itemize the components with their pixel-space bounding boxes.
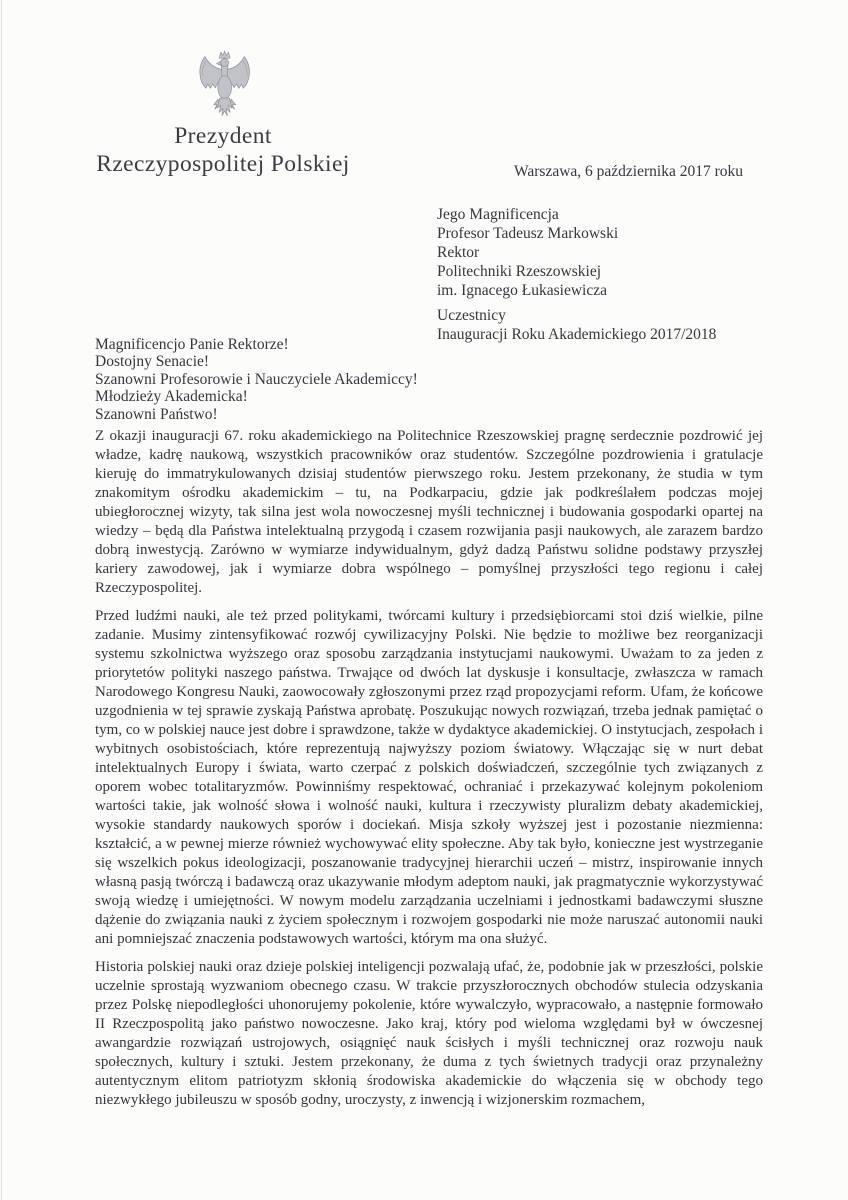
- salutation-line: Szanowni Państwo!: [95, 405, 218, 423]
- letter-body: [95, 427, 763, 1119]
- salutation-line: Młodzieży Akademicka!: [95, 388, 248, 406]
- addressee-line: Rektor: [437, 244, 480, 261]
- letterhead-title-line1: Prezydent: [174, 123, 272, 149]
- letterhead: [78, 122, 368, 178]
- addressee-line: Jego Magnificencja: [437, 206, 559, 223]
- letterhead-title-line2: Rzeczypospolitej Polskiej: [96, 151, 350, 177]
- addressee-block: [437, 205, 716, 344]
- addressee-line: Politechniki Rzeszowskiej: [437, 263, 602, 280]
- salutation-line: Dostojny Senacie!: [95, 353, 210, 371]
- scan-edge-artifact: [1, 0, 2, 1200]
- body-paragraph: Przed ludźmi nauki, ale też przed politykami, twórcami kultury i przedsiębiorcami stoi dziś wielkie, pilne zadanie. Musimy zintensyfikować rozwój cywilizacyjny Polski. Nie będzie to możliwe bez reorganizacji systemu szkolnictwa wyższego oraz sposobu zarządzania instytucjami naukowymi. Uważam to za jeden z priorytetów polityki naszego państwa. Trwające od dwóch lat dyskusje i konsultacje, zwłaszcza w ramach Narodowego Kongresu Nauki, zaowocowały zgłoszonymi przez rząd propozycjami reform. Ufam, że końcowe uzgodnienia w tej sprawie zyskają Państwa aprobatę. Poszukując nowych rozwiązań, trzeba jednak pamiętać o tym, co w polskiej nauce jest dobre i sprawdzone, także w dydaktyce akademickiej. O instytucjach, zespołach i wybitnych osobistościach, które reprezentują najwyższy poziom światowy. Włączając się w nurt debat intelektualnych Europy i świata, warto czerpać z polskich doświadczeń, szczególnie tych związanych z oporem wobec totalitaryzmów. Powinniśmy respektować, ochraniać i przekazywać kolejnym pokoleniom wartości takie, jak wolność słowa i wolność nauki, kultura i rzeczywisty pluralizm debaty akademickiej, wysokie standardy naukowych sporów i dociekań. Misja szkoły wyższej jest i pozostanie niezmienna: kształcić, a w pewnej mierze również wychowywać elity społeczne. Aby tak było, konieczne jest wystrzeganie się wszelkich pokus ideologizacji, poszanowanie tradycyjnej hierarchii uczeń – mistrz, inspirowanie innych własną pasją twórczą i badawczą oraz ukazywanie młodym adeptom nauki, jak pragmatycznie wykorzystywać swoją wiedzę i umiejętności. W nowym modelu zarządzania uczelniami i jednostkami badawczymi słuszne dążenie do związania nauki z życiem społecznym i rozwojem gospodarki nie może naruszać autonomii nauki ani pomniejszać znaczenia podstawowych wartości, którym ma ona służyć.: [95, 608, 763, 947]
- addressee-line: Profesor Tadeusz Markowski: [437, 225, 619, 242]
- salutation-block: [95, 336, 418, 423]
- dateline: Warszawa, 6 października 2017 roku: [514, 163, 744, 180]
- salutation-line: Magnificencjo Panie Rektorze!: [95, 336, 289, 353]
- addressee-line: Inauguracji Roku Akademickiego 2017/2018: [437, 326, 717, 343]
- body-paragraph: Historia polskiej nauki oraz dzieje polskiej inteligencji pozwalają ufać, że, podobnie jak w przeszłości, polskie uczelnie sprostają wyzwaniom obecnego czasu. W trakcie przyszłorocznych obchodów stulecia odzyskania przez Polskę niepodległości uhonorujemy pokolenie, które wywalczyło, wypracowało, a następnie formowało II Rzeczpospolitą jako państwo nowoczesne. Jako kraj, który pod wieloma względami był w ówczesnej awangardzie rozwiązań ustrojowych, osiągnięć nauk ścisłych i myśli technicznej oraz rozwoju nauk społecznych, kultury i sztuki. Jestem przekonany, że duma z tych świetnych tradycji oraz przynależny autentycznym elitom patriotyzm skłonią środowiska akademickie do włączenia się w obchody tego niezwykłego jubileuszu w sposób godny, uroczysty, z inwencją i wizjonerskim rozmachem,: [95, 959, 763, 1108]
- addressee-line: im. Ignacego Łukasiewicza: [437, 282, 607, 299]
- salutation-line: Szanowni Profesorowie i Nauczyciele Akademiccy!: [95, 370, 418, 388]
- body-paragraph: Z okazji inauguracji 67. roku akademickiego na Politechnice Rzeszowskiej pragnę serdecznie pozdrowić jej władze, kadrę naukową, wszystkich pracowników oraz studentów. Szczególne pozdrowienia i gratulacje kieruję do immatrykulowanych dzisiaj studentów pierwszego roku. Jestem przekonany, że studia w tym znakomitym ośrodku akademickim – tu, na Podkarpaciu, gdzie jak podkreślałem podczas mojej ubiegłorocznej wizyty, tak silna jest wola nowoczesnej myśli technicznej i budowania gospodarki opartej na wiedzy – będą dla Państwa intelektualną przygodą i czasem rozwijania pasji naukowych, ale zarazem bardzo dobrą inwestycją. Zarówno w wymiarze indywidualnym, gdyż dadzą Państwu solidne podstawy przyszłej kariery zawodowej, jak i wymiarze dobra wspólnego – pomyślnej przyszłości tego regionu i całej Rzeczypospolitej.: [95, 428, 763, 596]
- polish-eagle-emblem-icon: [194, 49, 252, 121]
- addressee-line: Uczestnicy: [437, 307, 506, 324]
